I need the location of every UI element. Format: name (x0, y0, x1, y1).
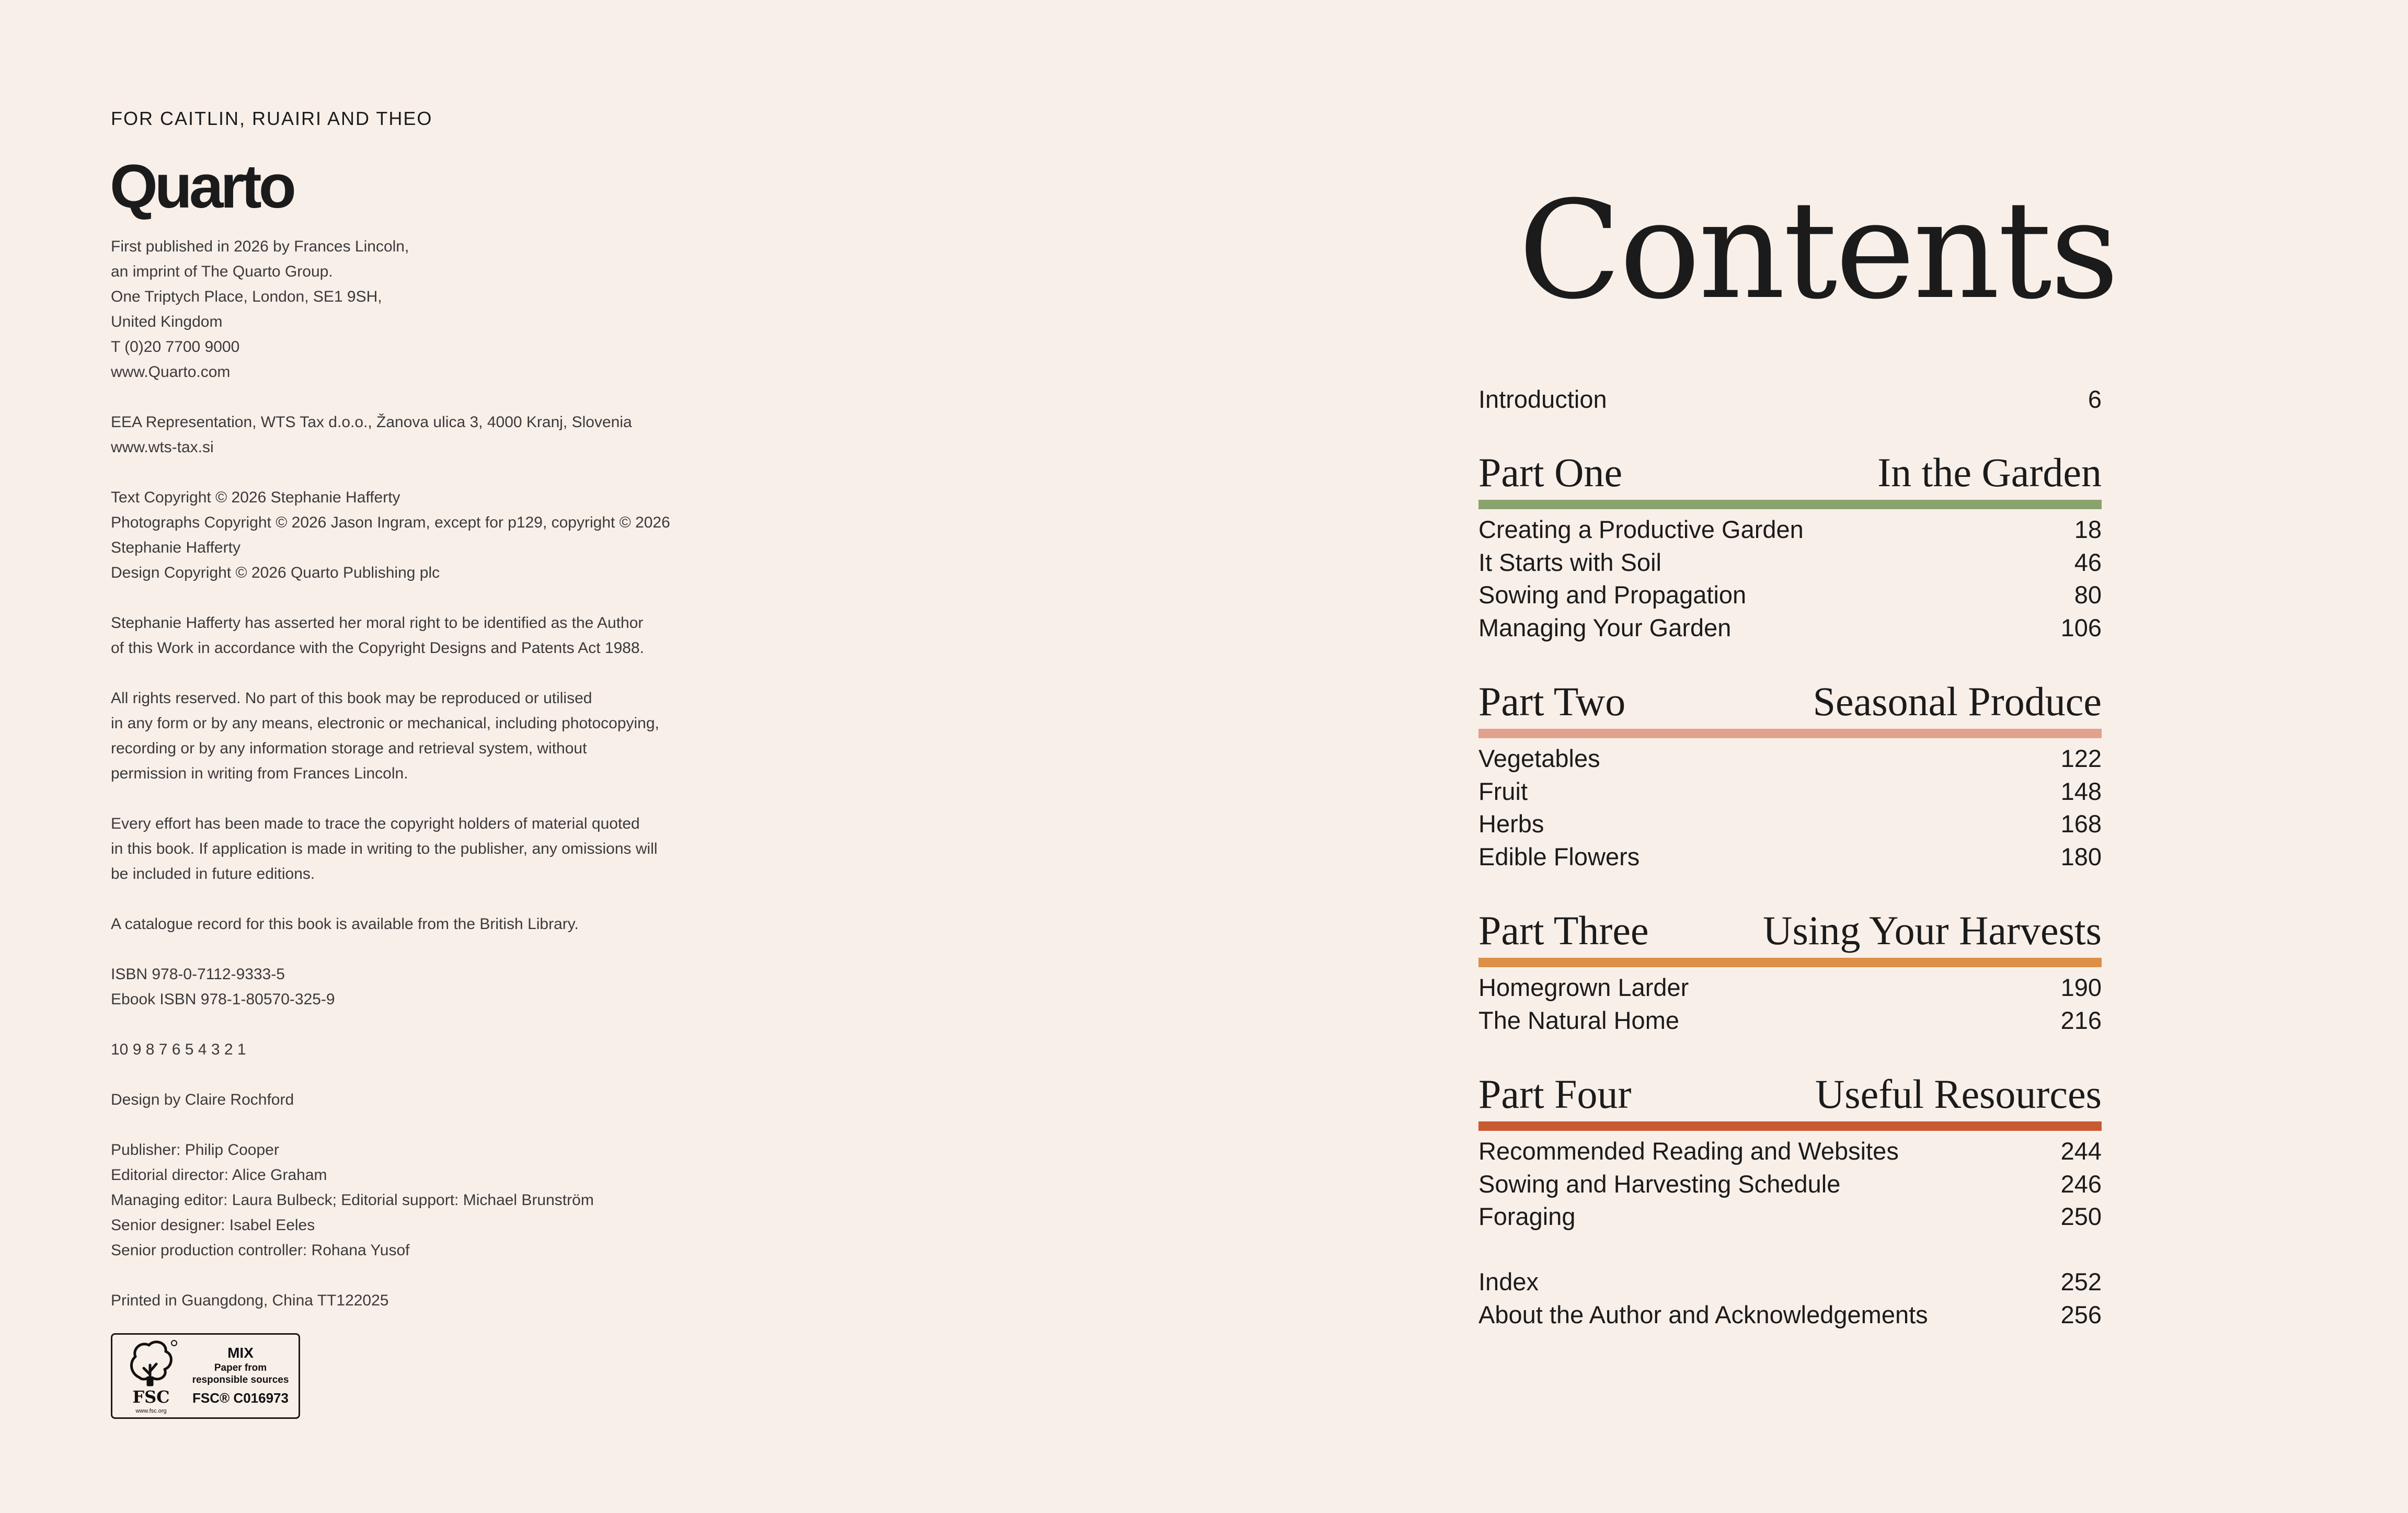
toc-entry-label: Sowing and Propagation (1478, 581, 1747, 609)
toc-entry[interactable] (1478, 1168, 2102, 1200)
fsc-text (182, 1344, 299, 1408)
toc-entry-page: 246 (2060, 1170, 2102, 1198)
imprint-line: EEA Representation, WTS Tax d.o.o., Žanova ulica 3, 4000 Kranj, Slovenia (111, 414, 632, 431)
fsc-mix-label: MIX (227, 1345, 254, 1361)
toc-entry[interactable] (1478, 971, 2102, 1004)
toc-entry-page: 252 (2060, 1268, 2102, 1296)
toc-entry-page: 190 (2060, 973, 2102, 1001)
part-rule-three (1478, 958, 2102, 967)
toc-entry-page: 250 (2060, 1202, 2102, 1230)
imprint-spacer (111, 1113, 790, 1138)
fsc-tree-icon (120, 1337, 182, 1415)
imprint-line: All rights reserved. No part of this book may be reproduced or utilised (111, 690, 592, 707)
imprint-line: Photographs Copyright © 2026 Jason Ingram, except for p129, copyright © 2026 (111, 514, 670, 531)
part-heading-four (1478, 1072, 2102, 1116)
fsc-paper-line1: Paper from (214, 1362, 267, 1373)
toc-entry-label: Introduction (1478, 385, 1607, 413)
imprint-line: be included in future editions. (111, 865, 315, 882)
imprint-line: T (0)20 7700 9000 (111, 338, 240, 356)
toc-entry-page: 80 (2074, 581, 2102, 609)
imprint-line: in this book. If application is made in writing to the publisher, any omissions will (111, 840, 658, 857)
toc-entry[interactable] (1478, 1135, 2102, 1167)
toc-entry-page: 46 (2074, 548, 2102, 576)
part-number: Part Four (1478, 1071, 1632, 1117)
fsc-paper-line2: responsible sources (192, 1374, 289, 1385)
part-number: Part Two (1478, 679, 1626, 724)
imprint-line: permission in writing from Frances Lincoln. (111, 765, 408, 782)
toc-entry[interactable] (1478, 1004, 2102, 1037)
toc-entry-label: Homegrown Larder (1478, 973, 1689, 1001)
toc-entry-label: Index (1478, 1268, 1539, 1296)
toc-entry-label: Fruit (1478, 777, 1528, 805)
imprint-line: Design by Claire Rochford (111, 1091, 294, 1108)
imprint-line: an imprint of The Quarto Group. (111, 263, 333, 280)
imprint-line: recording or by any information storage and retrieval system, without (111, 740, 587, 757)
imprint-spacer (111, 786, 790, 811)
part-number: Part One (1478, 450, 1623, 495)
toc-entry[interactable] (1478, 841, 2102, 873)
toc-entry-label: Vegetables (1478, 744, 1600, 772)
imprint-line: Managing editor: Laura Bulbeck; Editorial support: Michael Brunström (111, 1191, 594, 1209)
imprint-line: Senior production controller: Rohana Yusof (111, 1242, 410, 1259)
imprint-line: Editorial director: Alice Graham (111, 1166, 327, 1184)
toc-entry-label: Recommended Reading and Websites (1478, 1137, 1899, 1165)
part-heading-one (1478, 451, 2102, 495)
imprint-line: Text Copyright © 2026 Stephanie Hafferty (111, 489, 400, 506)
part-heading-two (1478, 680, 2102, 724)
part-title: Using Your Harvests (1763, 908, 2102, 953)
imprint-line: of this Work in accordance with the Copyright Designs and Patents Act 1988. (111, 639, 644, 657)
toc-entry-page: 168 (2060, 810, 2102, 838)
imprint-spacer (111, 1263, 790, 1288)
toc-entry-label: About the Author and Acknowledgements (1478, 1301, 1928, 1328)
toc-entry-label: Managing Your Garden (1478, 614, 1732, 641)
toc-entry-label: Herbs (1478, 810, 1544, 838)
quarto-logo: Quarto (110, 152, 293, 221)
toc-entry[interactable] (1478, 808, 2102, 840)
toc-entry[interactable] (1478, 742, 2102, 775)
part-rule-four (1478, 1121, 2102, 1131)
toc-entry[interactable] (1478, 513, 2102, 546)
toc-entry-label: Creating a Productive Garden (1478, 515, 1804, 543)
imprint-line: Design Copyright © 2026 Quarto Publishing plc (111, 564, 440, 581)
imprint-line: ISBN 978-0-7112-9333-5 (111, 966, 285, 983)
imprint-line: Senior designer: Isabel Eeles (111, 1217, 315, 1234)
toc-entry-page: 180 (2060, 843, 2102, 870)
imprint-line: Stephanie Hafferty has asserted her moral right to be identified as the Author (111, 614, 644, 632)
fsc-url: www.fsc.org (135, 1408, 167, 1414)
toc-entry-page: 148 (2060, 777, 2102, 805)
imprint-spacer (111, 1062, 790, 1087)
imprint-line: in any form or by any means, electronic or mechanical, including photocopying, (111, 715, 659, 732)
part-title: In the Garden (1877, 450, 2102, 495)
part-number: Part Three (1478, 908, 1649, 953)
part-rule-two (1478, 729, 2102, 738)
part-title: Useful Resources (1815, 1071, 2102, 1117)
fsc-brand-label: FSC (132, 1387, 170, 1407)
toc-entry[interactable] (1478, 775, 2102, 808)
imprint-spacer (111, 887, 790, 912)
imprint-line: www.wts-tax.si (111, 439, 214, 456)
imprint-line: A catalogue record for this book is available from the British Library. (111, 915, 579, 933)
imprint-spacer (111, 1012, 790, 1037)
imprint-line: Publisher: Philip Cooper (111, 1141, 279, 1159)
imprint-line: Ebook ISBN 978-1-80570-325-9 (111, 991, 335, 1008)
toc-entry-page: 122 (2060, 744, 2102, 772)
toc-entry-page: 6 (2088, 385, 2102, 413)
imprint-spacer (111, 586, 790, 611)
imprint-line: www.Quarto.com (111, 363, 231, 381)
toc-entry-label: Sowing and Harvesting Schedule (1478, 1170, 1841, 1198)
imprint-line: 10 9 8 7 6 5 4 3 2 1 (111, 1041, 246, 1058)
imprint-spacer (111, 385, 790, 410)
part-heading-three (1478, 909, 2102, 953)
toc-entry[interactable] (1478, 546, 2102, 579)
imprint-line: First published in 2026 by Frances Lincoln, (111, 238, 409, 255)
imprint-spacer (111, 460, 790, 485)
imprint-spacer (111, 661, 790, 686)
contents-title: Contents (1518, 172, 2117, 329)
toc-entry[interactable] (1478, 579, 2102, 611)
toc-entry-page: 106 (2060, 614, 2102, 641)
toc-entry-page: 18 (2074, 515, 2102, 543)
imprint-line: Every effort has been made to trace the copyright holders of material quoted (111, 815, 640, 832)
toc-entry-page: 244 (2060, 1137, 2102, 1165)
toc-entry-label: It Starts with Soil (1478, 548, 1661, 576)
toc-entry-page: 216 (2060, 1006, 2102, 1034)
imprint-text (111, 234, 790, 1313)
imprint-spacer (111, 937, 790, 962)
imprint-line: One Triptych Place, London, SE1 9SH, (111, 288, 382, 305)
toc-entry-label: Edible Flowers (1478, 843, 1640, 870)
part-title: Seasonal Produce (1813, 679, 2102, 724)
dedication: FOR CAITLIN, RUAIRI AND THEO (111, 108, 433, 129)
toc-entry[interactable] (1478, 612, 2102, 644)
imprint-line: Stephanie Hafferty (111, 539, 240, 556)
fsc-licence-code: FSC® C016973 (192, 1390, 289, 1406)
toc-entry-introduction[interactable] (1478, 383, 2102, 416)
toc-entry-page: 256 (2060, 1301, 2102, 1328)
imprint-line: Printed in Guangdong, China TT122025 (111, 1292, 389, 1309)
toc-entry-label: The Natural Home (1478, 1006, 1679, 1034)
toc-entry-index[interactable] (1478, 1266, 2102, 1298)
imprint-line: United Kingdom (111, 313, 223, 330)
toc-entry[interactable] (1478, 1200, 2102, 1233)
toc-entry-label: Foraging (1478, 1202, 1576, 1230)
fsc-badge (111, 1333, 300, 1419)
part-rule-one (1478, 500, 2102, 509)
toc-entry-about-author[interactable] (1478, 1299, 2102, 1331)
